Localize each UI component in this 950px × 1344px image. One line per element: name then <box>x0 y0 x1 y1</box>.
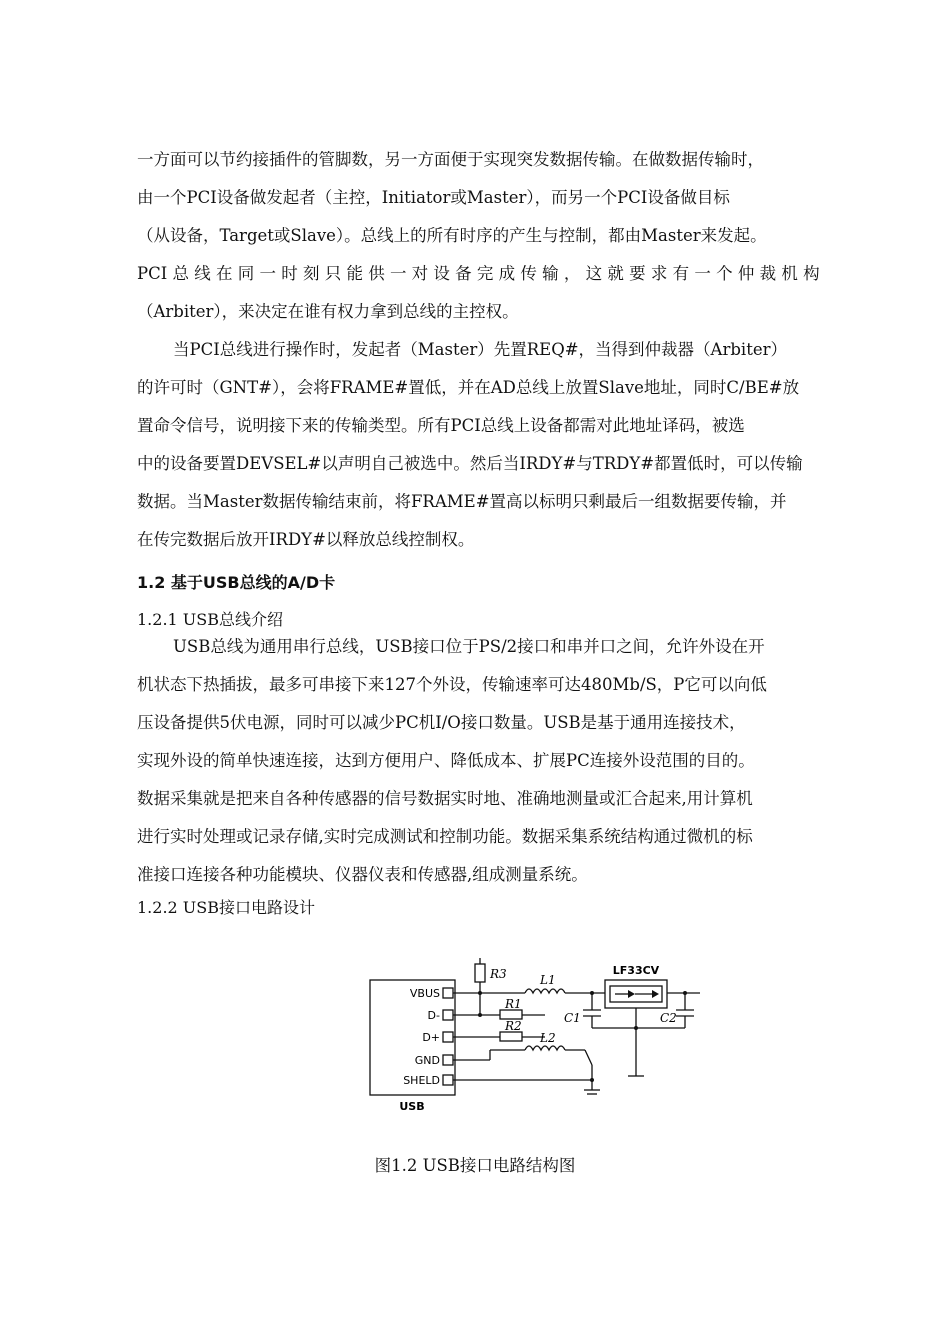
component-label: C2 <box>660 1011 677 1025</box>
body-text-line: （Arbiter），来决定在谁有权力拿到总线的主控权。 <box>137 302 519 321</box>
body-text-line: （从设备，Target或Slave）。总线上的所有时序的产生与控制，都由Master来发起。 <box>137 226 767 245</box>
body-text-line: 在传完数据后放开IRDY#以释放总线控制权。 <box>137 530 475 549</box>
subsection-heading: 1.2.1 USB总线介绍 <box>137 610 284 629</box>
body-text-line: 进行实时处理或记录存储,实时完成测试和控制功能。数据采集系统结构通过微机的标 <box>137 827 753 846</box>
regulator-label: LF33CV <box>612 964 660 977</box>
body-text-line: USB总线为通用串行总线，USB接口位于PS/2接口和串并口之间，允许外设在开 <box>173 637 765 656</box>
component-label: C1 <box>564 1011 581 1025</box>
pin-label: D- <box>427 1009 440 1022</box>
subsection-heading: 1.2.2 USB接口电路设计 <box>137 898 316 917</box>
body-text-line: 压设备提供5伏电源，同时可以减少PC机I/O接口数量。USB是基于通用连接技术， <box>137 713 746 732</box>
body-text-line: 中的设备要置DEVSEL#以声明自己被选中。然后当IRDY#与TRDY#都置低时，可以传输 <box>137 454 803 473</box>
pin-label: SHELD <box>403 1074 440 1087</box>
usb-circuit-figure <box>360 950 710 1120</box>
body-text-line: 机状态下热插拔，最多可串接下来127个外设，传输速率可达480Mb/S，P它可以向低 <box>137 675 767 694</box>
body-text-line: 的许可时（GNT#），会将FRAME#置低，并在AD总线上放置Slave地址，同时C/BE#放 <box>137 378 800 397</box>
section-heading: 1.2 基于USB总线的A/D卡 <box>137 573 336 592</box>
figure-caption: 图1.2 USB接口电路结构图 <box>374 1156 576 1175</box>
body-text-line: 由一个PCI设备做发起者（主控，Initiator或Master），而另一个PCI设备做目标 <box>137 188 730 207</box>
body-text-line: 置命令信号，说明接下来的传输类型。所有PCI总线上设备都需对此地址译码，被选 <box>137 416 745 435</box>
body-text-line: 数据。当Master数据传输结束前，将FRAME#置高以标明只剩最后一组数据要传输，并 <box>137 492 787 511</box>
connector-label: USB <box>399 1100 425 1113</box>
body-text-line: 数据采集就是把来自各种传感器的信号数据实时地、准确地测量或汇合起来,用计算机 <box>137 789 753 808</box>
component-label: L2 <box>540 1031 556 1045</box>
body-text-line: 实现外设的简单快速连接，达到方便用户、降低成本、扩展PC连接外设范围的目的。 <box>137 751 755 770</box>
component-label: L1 <box>540 973 556 987</box>
body-text-line: 当PCI总线进行操作时，发起者（Master）先置REQ#，当得到仲裁器（Arbiter） <box>173 340 787 359</box>
component-label: R2 <box>505 1019 522 1033</box>
component-label: R1 <box>505 997 522 1011</box>
circuit-diagram <box>360 950 710 1120</box>
body-text-line: PCI 总 线 在 同 一 时 刻 只 能 供 一 对 设 备 完 成 传 输 ， 这 就 要 求 有 一 个 仲 裁 机 构 <box>137 264 820 283</box>
body-text-line: 一方面可以节约接插件的管脚数，另一方面便于实现突发数据传输。在做数据传输时， <box>137 150 764 169</box>
body-text-line: 准接口连接各种功能模块、仪器仪表和传感器,组成测量系统。 <box>137 865 588 884</box>
component-label: R3 <box>490 967 507 981</box>
pin-label: D+ <box>422 1031 440 1044</box>
pin-label: VBUS <box>409 987 440 1000</box>
pin-label: GND <box>414 1054 440 1067</box>
